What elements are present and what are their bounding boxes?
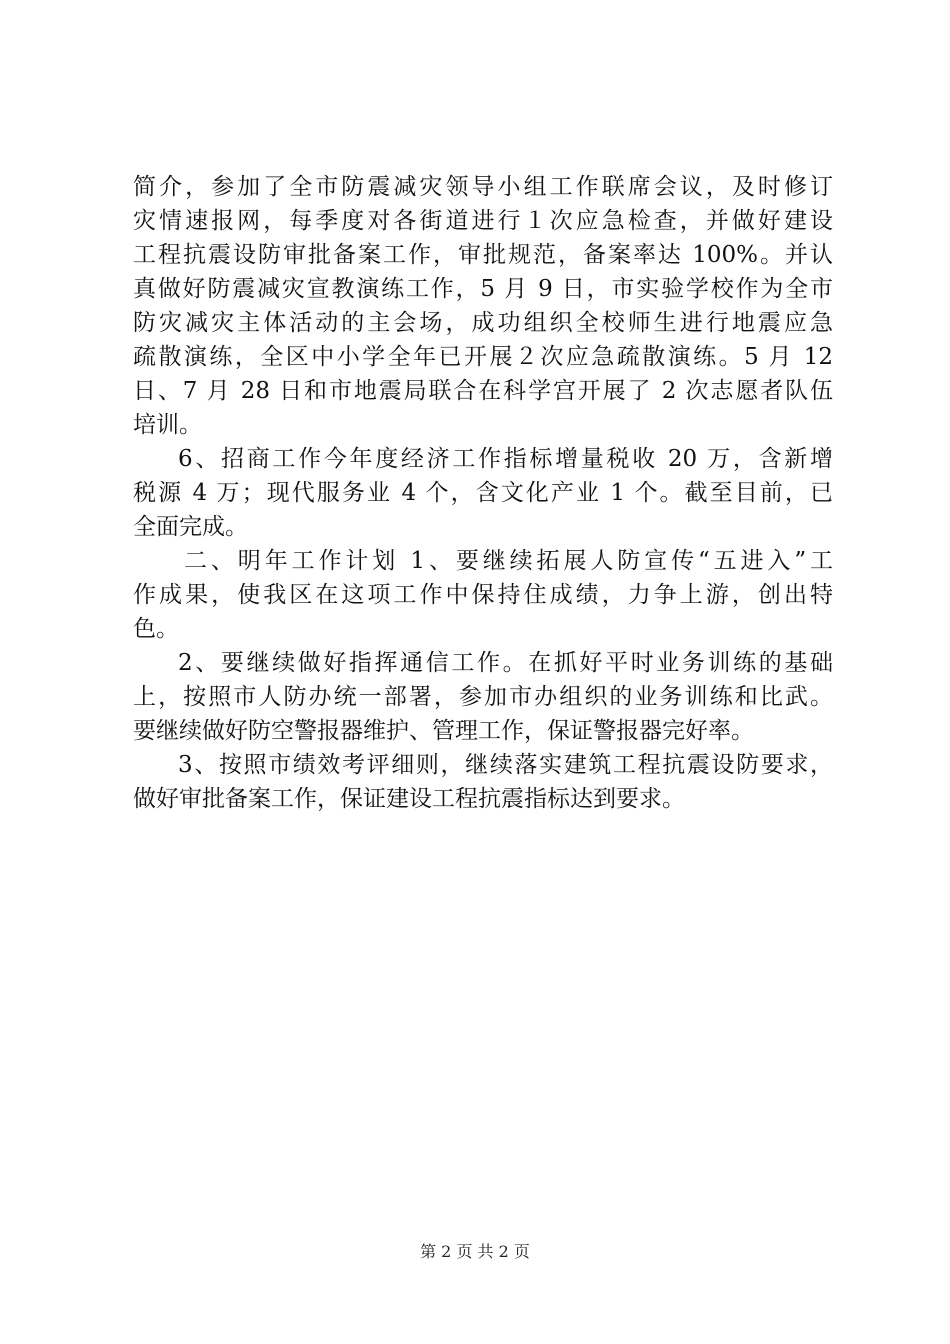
body-line-7: 日、7 月 28 日和市地震局联合在科学宫开展了 2 次志愿者队伍 xyxy=(133,378,833,404)
body-line-4: 真做好防震减灾宣教演练工作，5 月 9 日，市实验学校作为全市 xyxy=(133,276,833,302)
plan-item-3-line-2: 做好审批备案工作，保证建设工程抗震指标达到要求。 xyxy=(133,786,685,812)
plan-heading-line-2: 作成果，使我区在这项工作中保持住成绩，力争上游，创出特 xyxy=(133,582,833,608)
body-line-1: 简介，参加了全市防震减灾领导小组工作联席会议，及时修订 xyxy=(133,174,833,200)
body-line-5: 防灾减灾主体活动的主会场，成功组织全校师生进行地震应急 xyxy=(133,310,833,336)
paragraph-6-line-2: 税源 4 万；现代服务业 4 个，含文化产业 1 个。截至目前，已 xyxy=(133,480,833,506)
body-line-3: 工程抗震设防审批备案工作，审批规范，备案率达 100%。并认 xyxy=(133,242,833,268)
paragraph-6-line-3: 全面完成。 xyxy=(133,514,248,540)
plan-heading-line-3: 色。 xyxy=(133,616,179,642)
paragraph-6-line-1: 6、招商工作今年度经济工作指标增量税收 20 万，含新增 xyxy=(178,446,833,472)
body-line-2: 灾情速报网，每季度对各街道进行１次应急检查，并做好建设 xyxy=(133,208,833,234)
plan-heading-line-1: 二、明年工作计划 1、要继续拓展人防宣传“五进入”工 xyxy=(184,548,833,574)
plan-item-3-line-1: 3、按照市绩效考评细则，继续落实建筑工程抗震设防要求， xyxy=(178,752,833,778)
body-line-8: 培训。 xyxy=(133,412,202,438)
plan-item-2-line-3: 要继续做好防空警报器维护、管理工作，保证警报器完好率。 xyxy=(133,718,754,744)
body-line-6: 疏散演练，全区中小学全年已开展２次应急疏散演练。5 月 12 xyxy=(133,344,833,370)
plan-item-2-line-2: 上，按照市人防办统一部署，参加市办组织的业务训练和比武。 xyxy=(133,684,833,710)
plan-item-2-line-1: 2、要继续做好指挥通信工作。在抓好平时业务训练的基础 xyxy=(178,650,833,676)
page-footer: 第 2 页 共 2 页 xyxy=(420,1242,530,1261)
